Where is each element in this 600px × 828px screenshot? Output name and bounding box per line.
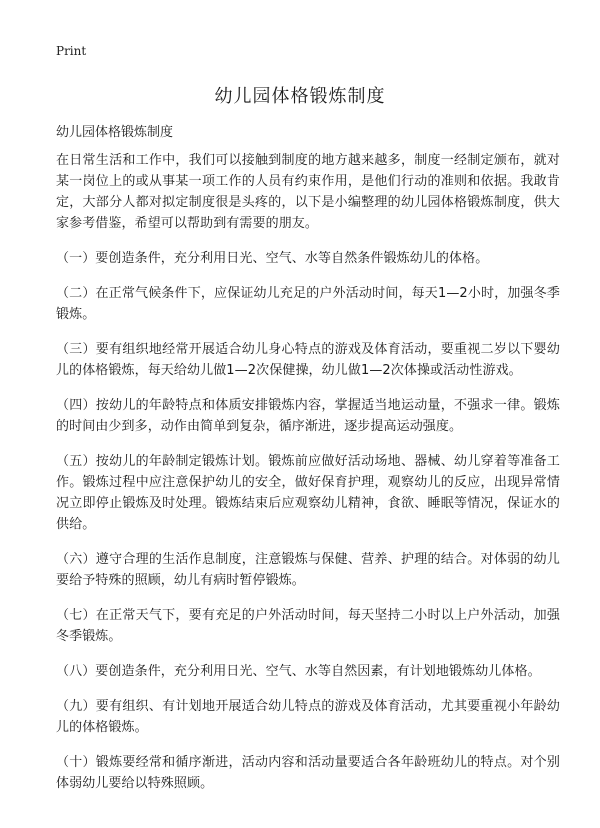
rule-paragraph-5: （五）按幼儿的年龄制定锻炼计划。锻炼前应做好活动场地、器械、幼儿穿着等准备工作。锻炼过程中应注意保护幼儿的安全，做好保育护理，观察幼儿的反应，出现异常情况立即停止锻炼及时处理。锻炼结束后应观察幼儿精神，食欲、睡眠等情况，保证水的供给。 xyxy=(56,454,560,532)
rule-paragraph-10: （十）锻炼要经常和循序渐进，活动内容和活动量要适合各年龄班幼儿的特点。对个别体弱幼儿要给以特殊照顾。 xyxy=(56,755,560,791)
intro-paragraph: 在日常生活和工作中，我们可以接触到制度的地方越来越多，制度一经制定颁布，就对某一岗位上的或从事某一项工作的人员有约束作用，是他们行动的准则和依据。我敢肯定，大部分人都对拟定制度很是头疼的，以下是小编整理的幼儿园体格锻炼制度，供大家参考借鉴，希望可以帮助到有需要的朋友。 xyxy=(56,153,560,231)
rule-paragraph-8: （八）要创造条件，充分利用日光、空气、水等自然因素，有计划地锻炼幼儿体格。 xyxy=(56,664,541,679)
document-subtitle: 幼儿园体格锻炼制度 xyxy=(56,125,174,140)
rule-paragraph-9: （九）要有组织、有计划地开展适合幼儿特点的游戏及体育活动，尤其要重视小年龄幼儿的体格锻炼。 xyxy=(56,699,560,735)
rule-paragraph-4: （四）按幼儿的年龄特点和体质安排锻炼内容，掌握适当地运动量，不强求一律。锻炼的时间由少到多，动作由简单到复杂，循序渐进，逐步提高运动强度。 xyxy=(56,398,560,434)
rule-paragraph-6: （六）遵守合理的生活作息制度，注意锻炼与保健、营养、护理的结合。对体弱的幼儿要给予特殊的照顾，幼儿有病时暂停锻炼。 xyxy=(56,552,560,588)
rule-paragraph-1: （一）要创造条件，充分利用日光、空气、水等自然条件锻炼幼儿的体格。 xyxy=(56,251,489,266)
document-body xyxy=(56,150,560,808)
print-link[interactable]: Print xyxy=(56,44,87,58)
rule-paragraph-3: （三）要有组织地经常开展适合幼儿身心特点的游戏及体育活动，要重视二岁以下婴幼儿的体格锻炼，每天给幼儿做1—2次保健操，幼儿做1—2次体操或活动性游戏。 xyxy=(56,342,560,378)
document-title: 幼儿园体格锻炼制度 xyxy=(214,86,386,107)
rule-paragraph-7: （七）在正常天气下，要有充足的户外活动时间，每天坚持二小时以上户外活动，加强冬季锻炼。 xyxy=(56,608,560,644)
rule-paragraph-2: （二）在正常气候条件下，应保证幼儿充足的户外活动时间，每天1—2小时，加强冬季锻炼。 xyxy=(56,286,560,322)
